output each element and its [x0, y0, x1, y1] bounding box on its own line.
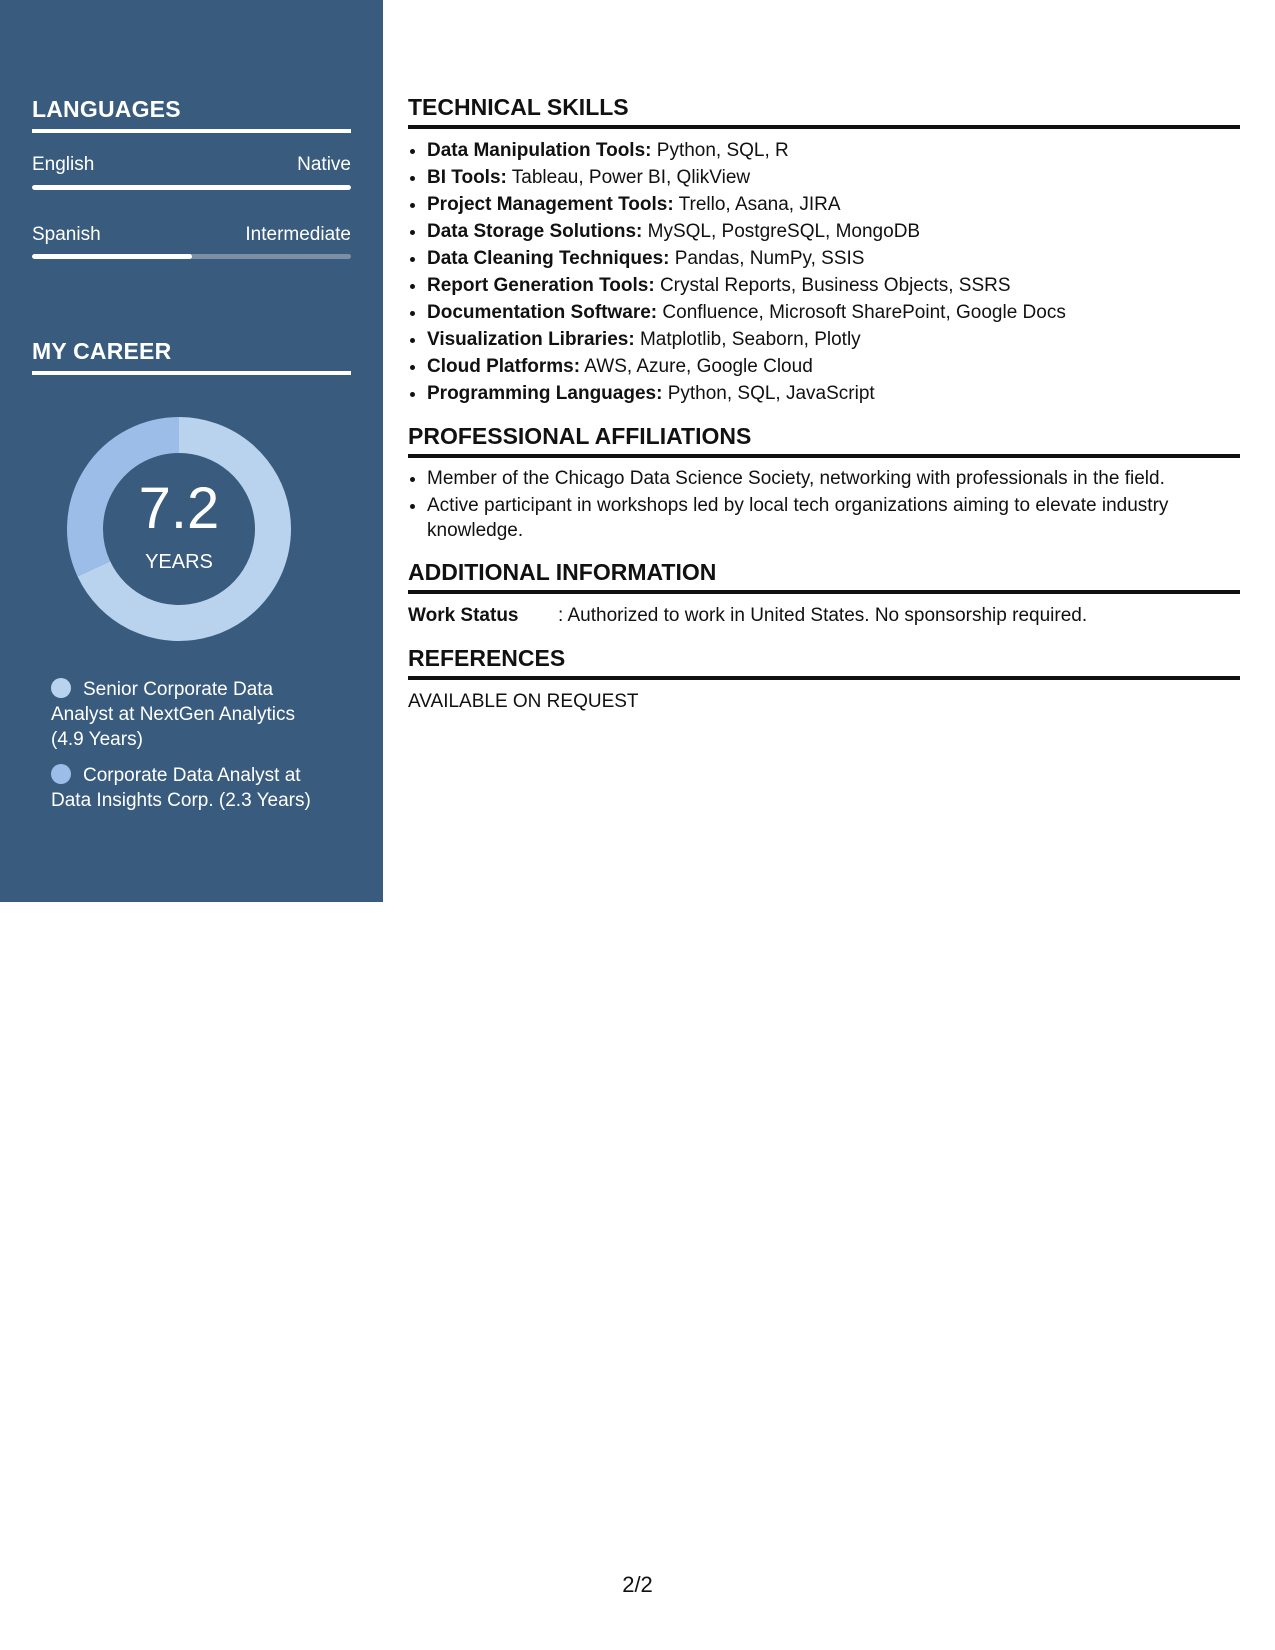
- work-status-value: : Authorized to work in United States. No sponsorship required.: [558, 605, 1088, 626]
- language-row-spanish: [32, 224, 351, 246]
- career-total-unit: YEARS: [145, 551, 213, 573]
- skill-item: [427, 137, 1240, 164]
- skill-value: Tableau, Power BI, QlikView: [511, 167, 751, 188]
- skill-item: [427, 380, 1240, 407]
- career-dot-icon: [51, 764, 71, 784]
- affiliation-item: • Member of the Chicago Data Science Society, networking with professionals in the field.: [427, 466, 1240, 491]
- skill-value: Python, SQL, R: [656, 140, 789, 161]
- main-content: [408, 94, 1240, 715]
- skill-item: [427, 164, 1240, 191]
- page-number: 2/2: [622, 1572, 653, 1597]
- skill-item: [427, 299, 1240, 326]
- skill-value: Matplotlib, Seaborn, Plotly: [639, 329, 861, 350]
- language-level: Intermediate: [245, 224, 351, 245]
- technical-skills-list: [408, 137, 1240, 407]
- skill-label: Programming Languages:: [427, 383, 663, 404]
- career-donut: [66, 416, 292, 642]
- skill-label: Data Storage Solutions:: [427, 221, 643, 242]
- skill-label: Data Manipulation Tools:: [427, 140, 652, 161]
- skill-label: Data Cleaning Techniques:: [427, 248, 670, 269]
- language-bar-spanish: [32, 254, 351, 259]
- skill-item: [427, 245, 1240, 272]
- career-item: [51, 763, 321, 813]
- languages-heading: LANGUAGES: [32, 96, 351, 133]
- affiliation-item: • Active participant in workshops led by local tech organizations aiming to elevate industry knowledge.: [427, 493, 1240, 543]
- skill-value: MySQL, PostgreSQL, MongoDB: [647, 221, 921, 242]
- language-level: Native: [297, 154, 351, 175]
- affiliations-heading: PROFESSIONAL AFFILIATIONS: [408, 423, 1240, 458]
- work-status-row: [408, 602, 1240, 629]
- skill-label: Documentation Software:: [427, 302, 658, 323]
- skill-value: Trello, Asana, JIRA: [678, 194, 841, 215]
- language-name: Spanish: [32, 224, 101, 245]
- career-total-number: 7.2: [138, 476, 220, 541]
- skill-item: [427, 353, 1240, 380]
- additional-info-heading: ADDITIONAL INFORMATION: [408, 559, 1240, 594]
- work-status-label: Work Status: [408, 605, 519, 626]
- career-heading: MY CAREER: [32, 338, 351, 375]
- skill-label: Visualization Libraries:: [427, 329, 635, 350]
- career-item-text: Senior Corporate Data Analyst at NextGen Analytics (4.9 Years): [51, 679, 295, 750]
- skill-value: Confluence, Microsoft SharePoint, Google Docs: [662, 302, 1066, 323]
- technical-skills-heading: TECHNICAL SKILLS: [408, 94, 1240, 129]
- career-item: [51, 677, 321, 752]
- skill-value: Crystal Reports, Business Objects, SSRS: [659, 275, 1011, 296]
- affiliations-list: [408, 466, 1240, 543]
- language-row-english: [32, 154, 351, 176]
- skill-label: Report Generation Tools:: [427, 275, 655, 296]
- language-bar-fill: [32, 185, 351, 190]
- skill-value: Python, SQL, JavaScript: [667, 383, 875, 404]
- language-bar-fill: [32, 254, 192, 259]
- career-dot-icon: [51, 678, 71, 698]
- language-name: English: [32, 154, 95, 175]
- skill-label: Cloud Platforms:: [427, 356, 581, 377]
- skill-item: [427, 218, 1240, 245]
- skill-item: [427, 326, 1240, 353]
- skill-value: Pandas, NumPy, SSIS: [674, 248, 865, 269]
- references-heading: REFERENCES: [408, 645, 1240, 680]
- career-item-text: Corporate Data Analyst at Data Insights Corp. (2.3 Years): [51, 765, 311, 811]
- skill-value: AWS, Azure, Google Cloud: [584, 356, 813, 377]
- references-text: AVAILABLE ON REQUEST: [408, 691, 639, 712]
- skill-item: [427, 191, 1240, 218]
- sidebar: [0, 0, 383, 902]
- language-bar-english: [32, 185, 351, 190]
- skill-label: Project Management Tools:: [427, 194, 674, 215]
- skill-item: [427, 272, 1240, 299]
- career-list: [51, 677, 321, 824]
- skill-label: BI Tools:: [427, 167, 507, 188]
